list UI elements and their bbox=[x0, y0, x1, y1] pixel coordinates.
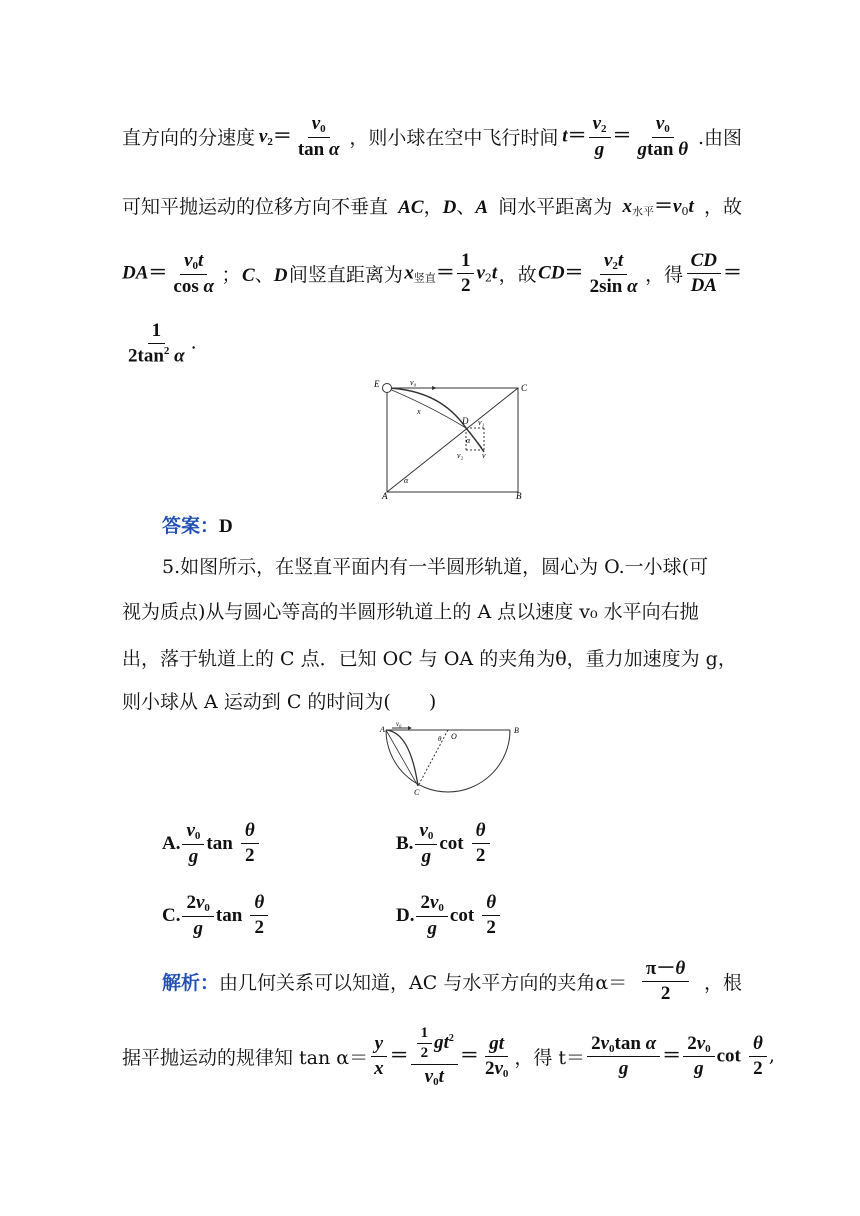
sub-0: 0 bbox=[681, 205, 689, 218]
line3-text-a: ； bbox=[221, 264, 241, 287]
fig2-B: B bbox=[514, 726, 519, 735]
fig2-v0: v₀ bbox=[396, 720, 402, 728]
figure-semicircle-track bbox=[378, 720, 528, 798]
q5-line-4: 则小球从 A 运动到 C 的时间为( ) bbox=[122, 691, 437, 713]
option-A-label: A. bbox=[162, 832, 181, 854]
option-C[interactable]: C. $\frac{2v_0}{g}$ tan $\frac{\theta}{2}$ bbox=[162, 892, 270, 939]
analysis-text-2b: ，得 t＝ bbox=[514, 1047, 586, 1070]
formula-result: $\frac{1}{2\tan^2 \alpha}$ bbox=[128, 320, 185, 367]
line-3 bbox=[122, 250, 742, 297]
formula-DA: DA＝ $\frac{v_0t}{\text{cos α}}$ bbox=[122, 250, 215, 297]
formula-t-result: $\frac{2v_0\tan \alpha}{g}$ ＝ $\frac{2v_0}{g}$ cot $\frac{\theta}{2}$ , bbox=[585, 1033, 775, 1080]
label-A: A bbox=[475, 196, 489, 218]
formula-v2: $v_2=$ $\frac{v_0}{\text{tan α}}$ bbox=[258, 113, 340, 160]
formula-ratio: $\frac{CD}{DA}$ ＝ bbox=[685, 250, 742, 297]
fig1-x: x bbox=[417, 407, 421, 416]
analysis-text-1: 由几何关系可以知道，AC 与水平方向的夹角α＝ bbox=[219, 971, 628, 994]
var-x2: x bbox=[404, 262, 414, 284]
analysis-text-2: 据平抛运动的规律知 tan α＝ bbox=[122, 1047, 369, 1070]
line-1 bbox=[122, 113, 742, 160]
fig1-B: B bbox=[516, 491, 522, 501]
line3-text-e: 间竖直距离为 bbox=[288, 264, 403, 287]
fig1-v: v bbox=[482, 451, 486, 460]
option-B-func: cot bbox=[439, 832, 464, 854]
option-C-func: tan bbox=[215, 904, 243, 926]
fig1-E: E bbox=[374, 379, 380, 389]
fig1-D: D bbox=[462, 416, 469, 426]
formula-tan-alpha: $\frac{y}{x}$ ＝ $\frac{1}{2}$ $gt^2$ $v_0t$ ＝ $\frac{gt}{2v_0}$ bbox=[368, 1025, 514, 1088]
line-4 bbox=[122, 320, 742, 367]
analysis-label: 解析： bbox=[162, 971, 220, 994]
eq: ＝ bbox=[654, 196, 674, 217]
fig1-v2: v₂ bbox=[457, 451, 464, 460]
fig2-C: C bbox=[414, 788, 420, 797]
sub-vertical: 竖直 bbox=[413, 271, 436, 285]
analysis-line-2 bbox=[122, 1025, 775, 1088]
fig1-v1: v₁ bbox=[478, 418, 485, 427]
option-A[interactable]: A. $\frac{v_0}{g}$ tan $\frac{\theta}{2}$ bbox=[162, 820, 261, 867]
formula-CD: CD＝ $\frac{v_2t}{\text{2sin α}}$ bbox=[538, 250, 638, 297]
line3-text-h: ，故 bbox=[498, 264, 537, 287]
label-D2: D bbox=[273, 265, 288, 287]
line1-text-b: ，则小球在空中飞行时间 bbox=[349, 127, 559, 150]
figure-projectile-rectangle bbox=[370, 376, 540, 501]
formula-xv: $x_{竖直}=$ $\frac{1}{2}$ $v_2t$ bbox=[404, 250, 498, 297]
line1-text-a: 直方向的分速度 bbox=[122, 127, 256, 150]
answer-label: 答案： bbox=[162, 515, 220, 537]
comma: ， bbox=[423, 195, 443, 218]
fig1-C: C bbox=[521, 383, 528, 393]
option-D-label: D. bbox=[396, 904, 415, 926]
fig2-theta: θ bbox=[438, 735, 442, 743]
option-C-label: C. bbox=[162, 904, 181, 926]
var-v: v bbox=[673, 196, 682, 217]
line2-text-g: 间水平距离为 bbox=[498, 195, 613, 218]
label-AC: AC bbox=[398, 196, 424, 218]
fig1-v0: v₀ bbox=[410, 378, 417, 387]
option-B[interactable]: B. $\frac{v_0}{g}$ cot $\frac{\theta}{2}$ bbox=[396, 820, 492, 867]
var-t: t bbox=[688, 196, 694, 217]
fig2-O: O bbox=[451, 732, 457, 741]
line3-text-i: ，得 bbox=[645, 264, 684, 287]
option-D[interactable]: D. $\frac{2v_0}{g}$ cot $\frac{\theta}{2}$ bbox=[396, 892, 502, 939]
line-2 bbox=[122, 191, 742, 219]
q5-line-1: 5.如图所示，在竖直平面内有一半圆形轨道，圆心为 O.一小球(可 bbox=[162, 556, 709, 578]
formula-t: t＝ $\frac{v_2}{g}$ ＝ $\frac{v_0}{\text{gtan θ}}$ bbox=[562, 113, 689, 160]
analysis-line-1 bbox=[162, 958, 742, 1005]
sub-horizontal: 水平 bbox=[632, 205, 654, 218]
fig2-A: A bbox=[380, 725, 385, 734]
dunhao2: 、 bbox=[254, 264, 274, 287]
var-x: x bbox=[622, 196, 632, 217]
analysis-text-1b: ，根 bbox=[703, 971, 742, 994]
dunhao: 、 bbox=[456, 195, 476, 218]
option-A-func: tan bbox=[206, 832, 233, 854]
formula-alpha: $\frac{\pi-\theta}{2}$ bbox=[640, 958, 691, 1005]
label-C: C bbox=[242, 265, 255, 287]
fig1-A: A bbox=[382, 491, 388, 501]
fig1-alpha2: α bbox=[466, 436, 471, 445]
fig1-alpha: α bbox=[404, 476, 409, 485]
q5-line-2: 视为质点)从与圆心等高的半圆形轨道上的 A 点以速度 v₀ 水平向右抛 bbox=[122, 601, 699, 623]
line2-text-a: 可知平抛运动的位移方向不垂直 bbox=[122, 195, 389, 218]
answer-value: D bbox=[219, 516, 233, 537]
line1-text-c: .由图 bbox=[697, 127, 742, 150]
line2-text-n: ，故 bbox=[703, 195, 742, 218]
label-D: D bbox=[442, 196, 457, 218]
period: . bbox=[190, 331, 197, 354]
option-B-label: B. bbox=[396, 832, 414, 854]
answer-line bbox=[162, 511, 782, 538]
option-D-func: cot bbox=[449, 904, 475, 926]
q5-line-3: 出，落于轨道上的 C 点．已知 OC 与 OA 的夹角为θ，重力加速度为 g， bbox=[122, 648, 737, 670]
